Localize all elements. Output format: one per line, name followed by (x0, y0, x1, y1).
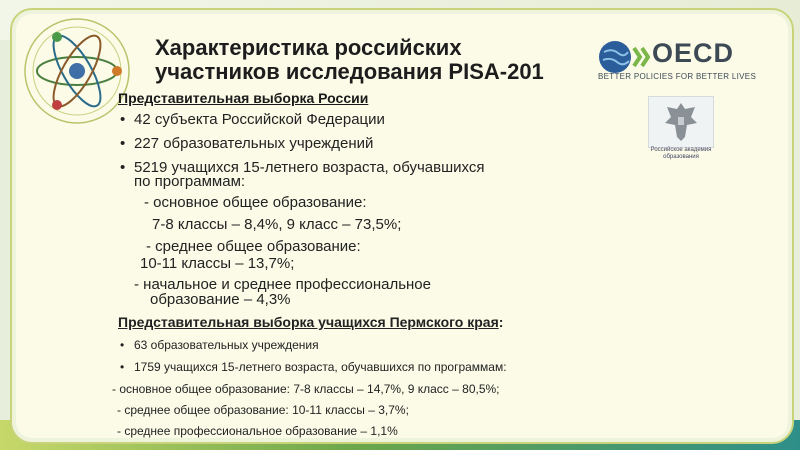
russia-line-vocational: - начальное и среднее профессиональное (134, 276, 431, 293)
bullet-dot: • (120, 159, 126, 176)
conference-logo (22, 16, 132, 126)
perm-heading-colon: : (498, 314, 504, 330)
russia-line-vocational-pct: образование – 4,3% (150, 291, 291, 308)
bullet-dot: • (120, 111, 126, 128)
perm-line-vocational: - среднее профессиональное образование – 1,1% (117, 424, 398, 438)
page-title (155, 36, 595, 84)
oecd-wordmark: OECD (652, 38, 735, 68)
russia-line-secondary-pct: 10-11 классы – 13,7%; (140, 255, 295, 272)
emblem-image (648, 96, 714, 148)
russia-line-basic: - основное общее образование: (144, 194, 367, 211)
russia-heading: Представительная выборка России (118, 90, 369, 106)
perm-bullet-2: • 1759 учащихся 15-летнего возраста, обучавшихся по программам: (120, 360, 507, 374)
oecd-tagline: BETTER POLICIES FOR BETTER LIVES (598, 72, 757, 81)
perm-heading-row (118, 314, 503, 330)
bullet-dot: • (120, 360, 125, 374)
russia-line-basic-pct: 7-8 классы – 8,4%, 9 класс – 73,5%; (152, 216, 402, 233)
perm-heading: Представительная выборка учащихся Пермского края (118, 314, 499, 330)
perm-line-secondary: - среднее общее образование: 10-11 классы – 3,7%; (117, 403, 409, 417)
oecd-logo (598, 40, 770, 90)
perm-line-basic: - основное общее образование: 7-8 классы – 14,7%, 9 класс – 80,5%; (112, 382, 500, 396)
perm-bullet-1: • 63 образовательных учреждения (120, 338, 319, 352)
russia-bullet-3: • 5219 учащихся 15-летнего возраста, обучавшихся (120, 159, 485, 176)
bullet-dot: • (120, 338, 125, 352)
emblem-caption: Российское академия образования (650, 147, 712, 160)
bullet-dot: • (120, 135, 126, 152)
eagle-icon (649, 97, 713, 147)
title-line-1: Характеристика российских (155, 35, 462, 60)
russia-line-secondary: - среднее общее образование: (146, 238, 361, 255)
russia-bullet-3-cont: по программам: (134, 173, 246, 190)
title-line-2: участников исследования PISA-201 (155, 59, 544, 84)
russia-bullet-2: • 227 образовательных учреждений (120, 135, 374, 152)
russia-bullet-1: • 42 субъекта Российской Федерации (120, 111, 385, 128)
globe-icon (598, 40, 650, 74)
